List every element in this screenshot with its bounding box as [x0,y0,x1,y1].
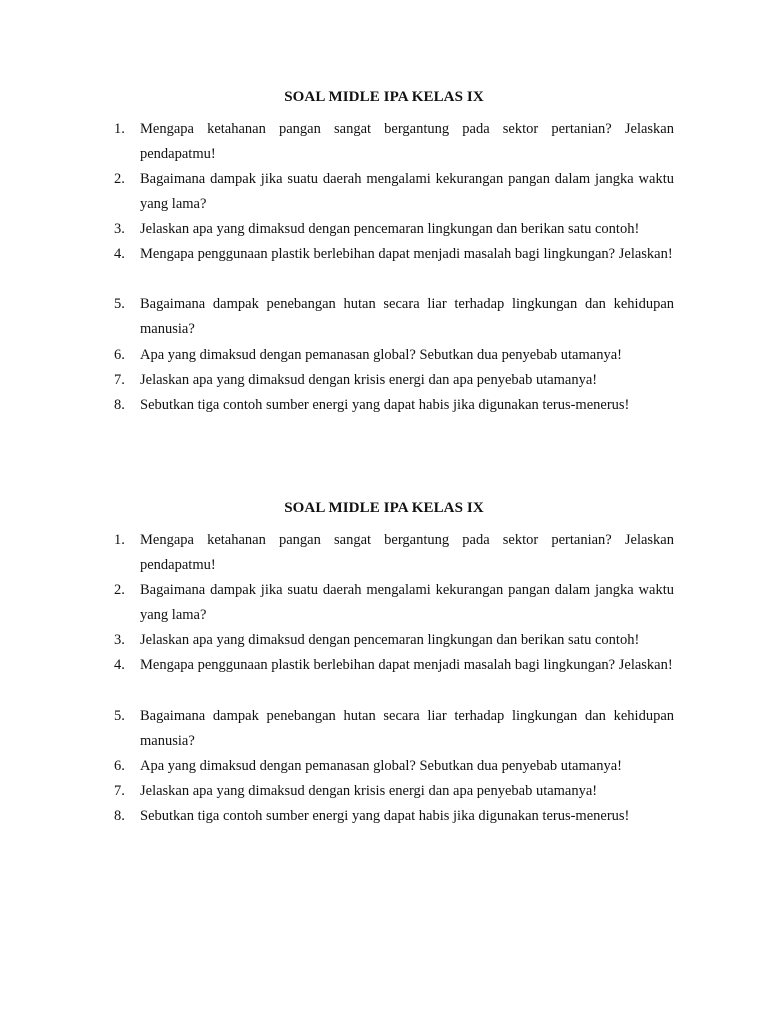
question-number: 1. [114,532,125,548]
question-number: 4. [114,246,125,262]
question-number: 6. [114,758,125,774]
question-text: Jelaskan apa yang dimaksud dengan krisis energi dan apa penyebab utamanya! [140,783,598,799]
question-text: Jelaskan apa yang dimaksud dengan pencemaran lingkungan dan berikan satu contoh! [140,221,640,237]
question-text: Mengapa ketahanan pangan sangat bergantung pada sektor pertanian? Jelaskan pendapatmu! [140,121,674,163]
question-text: Apa yang dimaksud dengan pemanasan global? Sebutkan dua penyebab utamanya! [140,347,622,363]
question-number: 3. [114,221,125,237]
question-number: 2. [114,582,125,598]
question-number: 5. [114,708,125,724]
question-number: 7. [114,372,125,388]
question-text: Mengapa ketahanan pangan sangat bergantung pada sektor pertanian? Jelaskan pendapatmu! [140,532,674,574]
section-title: SOAL MIDLE IPA KELAS IX [284,89,484,105]
question-text: Bagaimana dampak penebangan hutan secara liar terhadap lingkungan dan kehidupan manusia? [140,296,674,338]
question-text: Jelaskan apa yang dimaksud dengan krisis energi dan apa penyebab utamanya! [140,372,598,388]
question-number: 8. [114,808,125,824]
question-text: Bagaimana dampak jika suatu daerah mengalami kekurangan pangan dalam jangka waktu yang lama? [140,171,674,213]
question-number: 4. [114,657,125,673]
question-text: Mengapa penggunaan plastik berlebihan dapat menjadi masalah bagi lingkungan? Jelaskan! [140,657,673,673]
question-number: 1. [114,121,125,137]
question-number: 6. [114,347,125,363]
section-title: SOAL MIDLE IPA KELAS IX [284,500,484,516]
question-number: 5. [114,296,125,312]
question-text: Apa yang dimaksud dengan pemanasan global? Sebutkan dua penyebab utamanya! [140,758,622,774]
question-text: Mengapa penggunaan plastik berlebihan dapat menjadi masalah bagi lingkungan? Jelaskan! [140,246,673,262]
question-text: Sebutkan tiga contoh sumber energi yang dapat habis jika digunakan terus-menerus! [140,808,630,824]
question-number: 8. [114,397,125,413]
question-text: Sebutkan tiga contoh sumber energi yang dapat habis jika digunakan terus-menerus! [140,397,630,413]
question-number: 7. [114,783,125,799]
question-text: Bagaimana dampak jika suatu daerah mengalami kekurangan pangan dalam jangka waktu yang lama? [140,582,674,624]
question-text: Jelaskan apa yang dimaksud dengan pencemaran lingkungan dan berikan satu contoh! [140,632,640,648]
question-number: 2. [114,171,125,187]
question-text: Bagaimana dampak penebangan hutan secara liar terhadap lingkungan dan kehidupan manusia? [140,708,674,750]
question-number: 3. [114,632,125,648]
